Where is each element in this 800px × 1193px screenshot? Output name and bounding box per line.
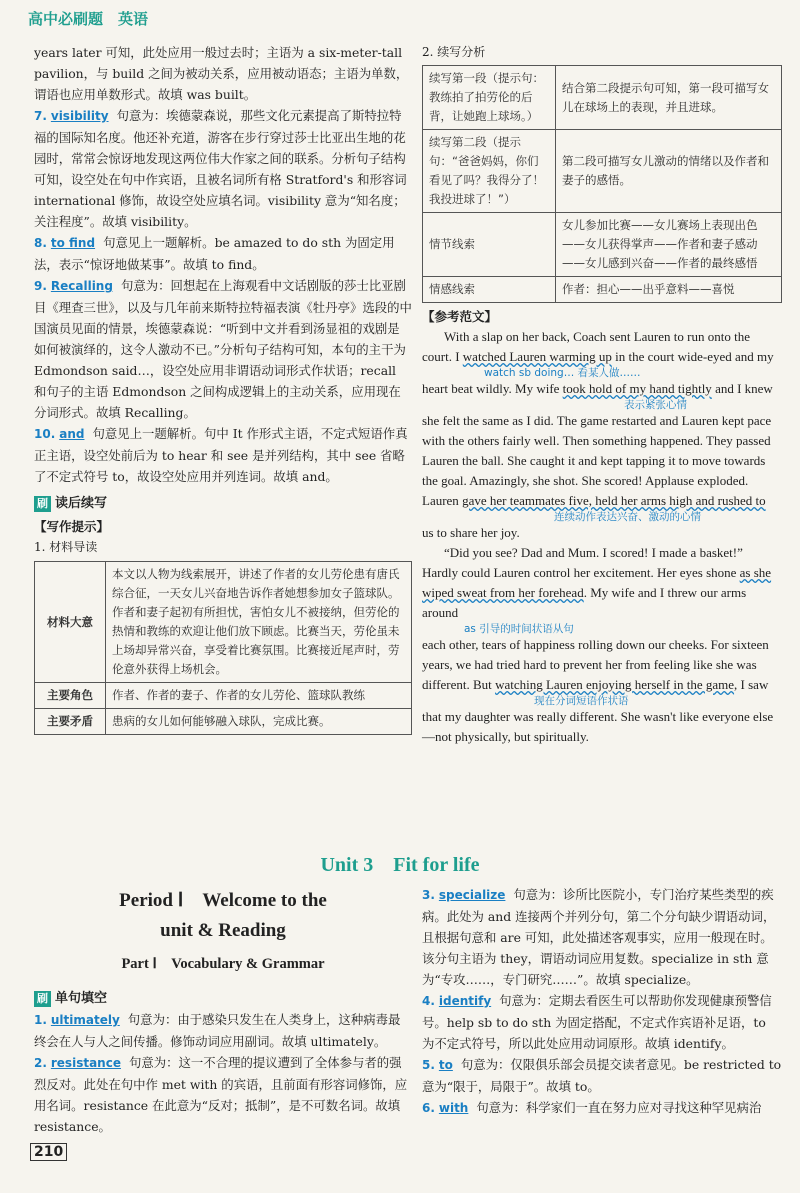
analysis-label: 2. 续写分析 (422, 45, 486, 59)
item-number: 7. (34, 109, 47, 123)
essay-text: she felt the same as I did. The game restarted and Lauren kept pace with the others fairly well. Then something happened. They passed Lauren the ball. She caught it and kept tapping it to move towards the goal. Amazingly, she shot. She scored! Applause exploded. Lauren (422, 413, 772, 508)
table-row (423, 213, 782, 277)
item-explanation: 句意为：诊所比医院小，专门治疗某些类型的疾病。此处为 and 连接两个并列分句，第二个分句缺少谓语动词，且根据句意和 are 可知，此处描述客观事实，应用一般现在时。该分句主语为 they，谓语动词应用复数。specialize in sth 意为“专攻……，专门研究……”。故填 specialize。 (422, 887, 776, 987)
table-row (423, 66, 782, 130)
section-tag: 刷 (34, 496, 51, 512)
item-answer: with (438, 1101, 469, 1115)
answer-item (422, 990, 782, 1054)
left-column (34, 42, 412, 735)
table-row (35, 562, 412, 683)
item-answer: visibility (50, 109, 109, 123)
essay-annotation: as 引导的时间状语从句 (464, 623, 574, 635)
answer-item (34, 105, 412, 232)
analysis-table (422, 65, 782, 303)
table-key-cell: 主要矛盾 (35, 709, 106, 735)
answer-list (34, 1009, 412, 1137)
essay-text: and I knew (711, 381, 773, 396)
period-heading (34, 886, 412, 978)
answer-item (34, 423, 412, 487)
right-bottom-column (422, 884, 782, 1119)
part-title: Part Ⅰ Vocabulary & Grammar (121, 956, 325, 972)
table-key-cell: 情节线索 (423, 213, 556, 277)
essay-text: . My wife and I threw our arms around (422, 585, 747, 620)
answer-item (34, 275, 412, 423)
essay-text: in the court wide-eyed and my (611, 349, 774, 364)
item-explanation: 句意见上一题解析。句中 It 作形式主语，不定式短语作真正主语，设空处前后为 to hear 和 see 是并列结构，其中 see 省略了不定式符号 to，故设空处应用并列连词。故填 and。 (34, 426, 408, 484)
left-bottom-column (34, 984, 412, 1137)
essay-text: With a slap on her back, Coach sent Lauren to run onto the court. I (422, 329, 750, 364)
table-value-cell: 作者：担心——出乎意料——喜悦 (556, 277, 782, 303)
header-title: 高中必刷题 英语 (28, 10, 149, 28)
essay-paragraph-2 (422, 543, 782, 747)
essay-text: each other, tears of happiness rolling down our cheeks. For sixteen years, we had tried hard to prevent her from feeling like she was different. But (422, 637, 769, 692)
answer-list (34, 105, 412, 487)
section-tag: 刷 (34, 991, 51, 1007)
essay-annotation: 现在分词短语作状语 (534, 695, 629, 707)
item-number: 4. (422, 994, 435, 1008)
item-explanation: 句意为：仅限俱乐部会员提交读者意见。be restricted to 意为“限于，局限于”。故填 to。 (422, 1057, 782, 1094)
item-answer: Recalling (50, 279, 113, 293)
item-number: 5. (422, 1058, 435, 1072)
table-row (35, 683, 412, 709)
item-answer: identify (438, 994, 492, 1008)
essay-text: “Did you see? Dad and Mum. I scored! I made a basket!” Hardly could Lauren control her excitement. Her eyes shone (422, 545, 743, 580)
table-key-cell: 情感线索 (423, 277, 556, 303)
item-explanation: 句意见上一题解析。be amazed to do sth 为固定用法，表示“惊讶地做某事”。故填 to find。 (34, 235, 395, 272)
essay-highlight: watched Lauren warming up (462, 349, 612, 364)
table-value-cell: 结合第二段提示句可知，第一段可描写女儿在球场上的表现，并且进球。 (556, 66, 782, 130)
answer-item (34, 232, 412, 275)
answer-item (34, 1009, 412, 1052)
material-guide-label: 1. 材料导读 (34, 540, 98, 554)
right-column (422, 42, 782, 747)
unit-title: Unit 3 Fit for life (320, 854, 480, 876)
item-answer: ultimately (50, 1013, 120, 1027)
answer-item (34, 1052, 412, 1137)
item-answer: specialize (438, 888, 506, 902)
essay-text: us to share her joy. (422, 525, 520, 540)
essay-text: heart beat wildly. My wife (422, 381, 563, 396)
item-answer: to find (50, 236, 96, 250)
table-value-cell: 女儿参加比赛——女儿赛场上表现出色——女儿获得掌声——作者和妻子感动——女儿感到兴奋——作者的最终感悟 (556, 213, 782, 277)
table-value-cell: 本文以人物为线索展开，讲述了作者的女儿劳伦患有唐氏综合征，一天女儿兴奋地告诉作者她想参加女子篮球队。作者和妻子起初有所担忧，害怕女儿不被接纳，但劳伦的热情和教练的欢迎让他们放下顾虑。比赛当天，劳伦虽未上场却异常兴奋，享受着比赛氛围。比赛接近尾声时，劳伦意外获得上场机会。 (106, 562, 412, 683)
period-title-line1: Period Ⅰ Welcome to the (119, 890, 327, 911)
continued-explanation: years later 可知，此处应用一般过去时；主语为 a six-meter-tall pavilion，与 build 之间为被动关系，应用被动语态；主语为单数，谓语也应用单数形式。故填 was built。 (34, 45, 409, 102)
item-number: 9. (34, 279, 47, 293)
essay-annotation: 连续动作表达兴奋、激动的心情 (554, 511, 701, 523)
item-answer: resistance (50, 1056, 121, 1070)
item-answer: to (438, 1058, 453, 1072)
item-answer: and (59, 427, 85, 441)
item-explanation: 句意为：由于感染只发生在人类身上，这种病毒最终会在人与人之间传播。修饰动词应用副词。故填 ultimately。 (34, 1012, 401, 1049)
table-value-cell: 作者、作者的妻子、作者的女儿劳伦、篮球队教练 (106, 683, 412, 709)
page-number: 210 (30, 1143, 67, 1161)
answer-list (422, 884, 782, 1119)
item-explanation: 句意为：定期去看医生可以帮助你发现健康预警信号。help sb to do sth 为固定搭配，不定式作宾语补足语，to 为不定式符号，所以此处应用动词原形。故填 identify。 (422, 993, 772, 1051)
essay-highlight: as she wiped sweat from her forehead (422, 565, 772, 600)
answer-item (422, 884, 782, 990)
table-value-cell: 第二段可描写女儿激动的情绪以及作者和妻子的感悟。 (556, 130, 782, 213)
danju-heading (34, 988, 412, 1009)
essay-text: that my daughter was really different. She wasn't like everyone else—not physically, but spiritually. (422, 709, 774, 744)
essay-highlight: took hold of my hand tightly (562, 381, 712, 396)
item-number: 3. (422, 888, 435, 902)
section-title: 读后续写 (55, 496, 108, 511)
item-number: 2. (34, 1056, 47, 1070)
essay-annotation: watch sb doing… 看某人做…… (484, 367, 641, 379)
essay-text: , I saw (734, 677, 769, 692)
writing-tips-label: 【写作提示】 (34, 519, 110, 534)
table-row (423, 130, 782, 213)
item-explanation: 句意为：科学家们一直在努力应对寻找这种罕见病治 (476, 1100, 762, 1115)
table-key-cell: 材料大意 (35, 562, 106, 683)
item-number: 10. (34, 427, 56, 441)
item-number: 8. (34, 236, 47, 250)
material-table (34, 561, 412, 735)
item-number: 6. (422, 1101, 435, 1115)
table-row (423, 277, 782, 303)
page-header (28, 8, 780, 30)
reference-essay (422, 327, 782, 747)
table-key-cell: 主要角色 (35, 683, 106, 709)
essay-annotation: 表示紧张心情 (624, 399, 687, 411)
table-row (35, 709, 412, 735)
table-key-cell: 续写第二段（提示句：“爸爸妈妈，你们看见了吗？我得分了！我投进球了！”） (423, 130, 556, 213)
section-heading (34, 493, 412, 514)
table-value-cell: 患病的女儿如何能够融入球队，完成比赛。 (106, 709, 412, 735)
item-explanation: 句意为：回想起在上海观看中文话剧版的莎士比亚剧目《理查三世》，以及与几年前来斯特拉特福表演《牡丹亭》选段的中国演员见面的情景，埃德蒙森说：“听到中文并看到汤显祖的戏剧是如何被演绎的，这令人激动不已。”分析句子结构可知，本句的主干为 Edmondson said…，设空处应用非谓语动词形式作状语；recall 和句子的主语 Edmondson 之间构成逻辑上的主动关系，应用现在分词形式。故填 Recalling。 (34, 278, 412, 420)
item-explanation: 句意为：埃德蒙森说，那些文化元素提高了斯特拉特福的国际知名度。他还补充道，游客在步行穿过莎士比亚出生地的花园时，常常会惊讶地发现这两位伟大作家之间的联系。分析句子结构可知，设空处在句中作宾语，且被名词所有格 Stratford's 和形容词 international 修饰，故设空处应填名词。visibility 意为“知名度；关注程度”。故填 visibility。 (34, 108, 407, 229)
reference-essay-label: 【参考范文】 (422, 309, 498, 324)
table-key-cell: 续写第一段（提示句：教练拍了拍劳伦的后背，让她跑上球场。） (423, 66, 556, 130)
item-number: 1. (34, 1013, 47, 1027)
essay-highlight: watching Lauren enjoying herself in the game (495, 677, 735, 692)
duhou-section (34, 493, 412, 735)
item-explanation: 句意为：这一不合理的提议遭到了全体参与者的强烈反对。此处在句中作 met with 的宾语，且前面有形容词修饰，应用名词。resistance 在此意为“反对；抵制”，是不可数名词。故填 resistance。 (34, 1055, 408, 1134)
period-title-line2: unit & Reading (160, 920, 286, 941)
section-title: 单句填空 (55, 991, 108, 1006)
answer-item (422, 1097, 782, 1119)
answer-item (422, 1054, 782, 1097)
essay-highlight: gave her teammates five, held her arms high and rushed to (462, 493, 766, 508)
essay-paragraph-1 (422, 327, 782, 543)
